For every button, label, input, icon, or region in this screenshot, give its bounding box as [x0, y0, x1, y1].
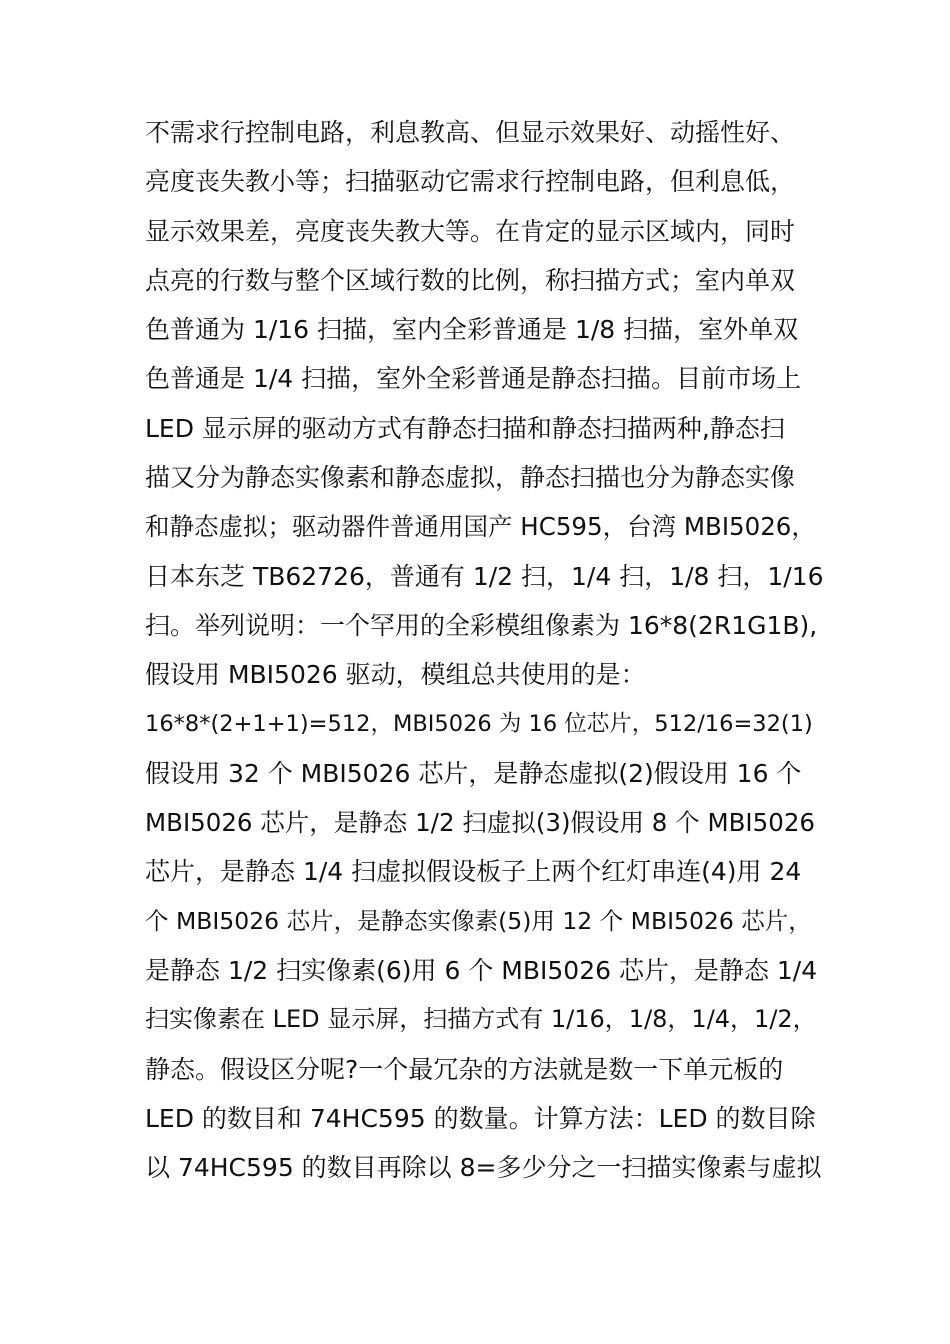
text-line: 显示效果差，亮度丧失教大等。在肯定的显示区域内，同时	[145, 216, 796, 246]
text-line: 是静态 1/2 扫实像素(6)用 6 个 MBI5026 芯片，是静态 1/4	[145, 956, 818, 986]
text-line: 假设用 32 个 MBI5026 芯片，是静态虚拟(2)假设用 16 个	[145, 758, 802, 788]
text-line: 假设用 MBI5026 驱动，模组总共使用的是：	[145, 660, 646, 690]
text-line: 扫实像素在 LED 显示屏，扫描方式有 1/16，1/8，1/4，1/2，	[145, 1005, 817, 1034]
text-line: 扫。举列说明：一个罕用的全彩模组像素为 16*8(2R1G1B),	[145, 610, 818, 640]
text-line: 亮度丧失教小等；扫描驱动它需求行控制电路，但利息低，	[145, 167, 796, 197]
text-line: 不需求行控制电路，利息教高、但显示效果好、动摇性好、	[145, 118, 796, 147]
text-line: 个 MBI5026 芯片，是静态实像素(5)用 12 个 MBI5026 芯片，	[145, 906, 812, 935]
text-line: 日本东芝 TB62726，普通有 1/2 扫，1/4 扫，1/8 扫，1/16	[145, 561, 824, 591]
text-line: MBI5026 芯片，是静态 1/2 扫虚拟(3)假设用 8 个 MBI5026	[145, 808, 815, 838]
text-line: LED 的数目和 74HC595 的数量。计算方法：LED 的数目除	[145, 1103, 816, 1133]
text-line: 描又分为静态实像素和静态虚拟，静态扫描也分为静态实像	[145, 463, 796, 493]
text-line: 以 74HC595 的数目再除以 8=多少分之一扫描实像素与虚拟	[145, 1153, 822, 1183]
text-line: 色普通是 1/4 扫描，室外全彩普通是静态扫描。目前市场上	[145, 364, 802, 394]
text-line: 16*8*(2+1+1)=512，MBI5026 为 16 位芯片，512/16=32(1)	[145, 710, 813, 737]
text-line: 和静态虚拟；驱动器件普通用国产 HC595，台湾 MBI5026，	[145, 512, 816, 542]
body-text	[145, 108, 825, 1193]
text-line: 芯片，是静态 1/4 扫虚拟假设板子上两个红灯串连(4)用 24	[145, 857, 802, 887]
text-line: 点亮的行数与整个区域行数的比例，称扫描方式；室内单双	[145, 265, 796, 295]
text-line: LED 显示屏的驱动方式有静态扫描和静态扫描两种,静态扫	[145, 413, 785, 443]
text-line: 静态。假设区分呢?一个最冗杂的方法就是数一下单元板的	[145, 1054, 784, 1084]
text-line: 色普通为 1/16 扫描，室内全彩普通是 1/8 扫描，室外单双	[145, 315, 799, 345]
